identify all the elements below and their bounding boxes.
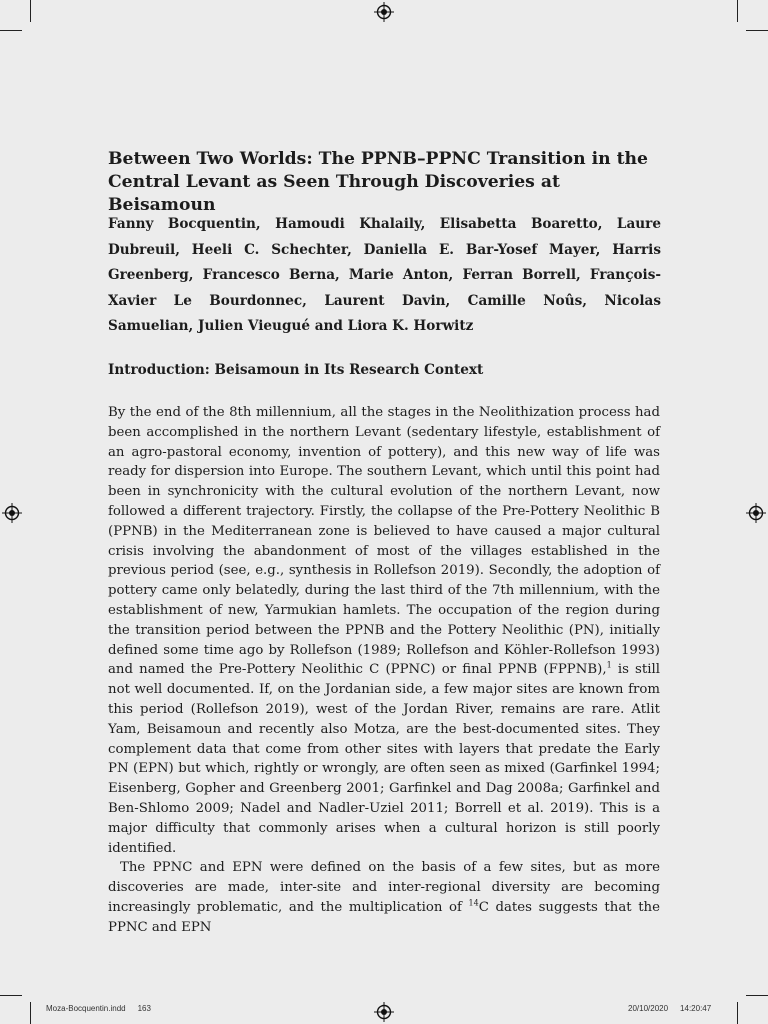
paragraph-2 [108,858,660,937]
footer-file-info [46,1004,151,1013]
paragraph-2-text-a: The PPNC and EPN were defined on the basis of a few sites, but as more discoveries are made, inter-site and inter-regional diversity are becoming increasingly problematic, and the multiplication of [108,860,660,915]
paragraph-1-text-a: By the end of the 8th millennium, all the stages in the Neolithization process had been accomplished in the northern Levant (sedentary lifestyle, establishment of an agro-pastoral economy, invention of pottery), and this new way of life was ready for dispersion into Europe. The southern Levant, which until this point had been in synchronicity with the cultural evolution of the northern Levant, now followed a different trajectory. Firstly, the collapse of the Pre-Pottery Neolithic B (PPNB) in the Mediterranean zone is believed to have caused a major cultural crisis involving the abandonment of most of the villages established in the previous period (see, e.g., synthesis in Rollefson 2019). Secondly, the adoption of pottery came only belatedly, during the last third of the 7th millennium, with the establishment of new, Yarmukian hamlets. The occupation of the region during the transition period between the PPNB and the Pottery Neolithic (PN), initially defined some time ago by Rollefson (1989; Rollefson and Köhler-Rollefson 1993) and named the Pre-Pottery Neolithic C (PPNC) or final PPNB (FPPNB), [108,405,660,678]
crop-mark-bottom-left [30,1002,31,1024]
footer-filename: Moza-Bocquentin.indd [46,1004,126,1013]
footer-time: 14:20:47 [680,1004,712,1013]
paragraph-1 [108,403,660,858]
crop-mark-bottom-left-h [0,995,22,996]
section-heading: Introduction: Beisamoun in Its Research Context [108,362,484,378]
crop-mark-bottom-right [737,1002,738,1024]
crop-mark-top-right-h [746,30,768,31]
crop-mark-top-right [737,0,738,22]
footer-timestamp [628,1004,711,1013]
footer-date: 20/10/2020 [628,1004,669,1013]
registration-mark-icon [746,503,766,523]
registration-mark-icon [374,2,394,22]
registration-mark-icon [374,1002,394,1022]
author-list: Fanny Bocquentin, Hamoudi Khalaily, Elisabetta Boaretto, Laure Dubreuil, Heeli C. Schechter, Daniella E. Bar-Yosef Mayer, Harris Greenberg, Francesco Berna, Marie Anton, Ferran Borrell, François-Xavier Le Bourdonnec, Laurent Davin, Camille Noûs, Nicolas Samuelian, Julien Vieugué and Liora K. Horwitz [108,216,661,334]
crop-mark-bottom-right-h [746,995,768,996]
isotope-superscript: 14 [468,898,479,908]
footer-page-number: 163 [137,1004,151,1013]
registration-mark-icon [2,503,22,523]
crop-mark-top-left [30,0,31,22]
body-text [108,403,660,938]
paragraph-2-text-b: C dates suggests that the PPNC and EPN [108,899,660,935]
article-title: Between Two Worlds: The PPNB–PPNC Transition in the Central Levant as Seen Through Discoveries at Beisamoun [108,149,648,215]
crop-mark-top-left-h [0,30,22,31]
footnote-marker: 1 [606,660,612,670]
paragraph-1-text-b: is still not well documented. If, on the Jordanian side, a few major sites are known from this period (Rollefson 2019), west of the Jordan River, remains are rare. Atlit Yam, Beisamoun and recently also Motza, are the best-documented sites. They complement data that come from other sites with layers that predate the Early PN (EPN) but which, rightly or wrongly, are often seen as mixed (Garfinkel 1994; Eisenberg, Gopher and Greenberg 2001; Garfinkel and Dag 2008a; Garfinkel and Ben-Shlomo 2009; Nadel and Nadler-Uziel 2011; Borrell et al. 2019). This is a major difficulty that commonly arises when a cultural horizon is still poorly identified. [108,662,660,856]
